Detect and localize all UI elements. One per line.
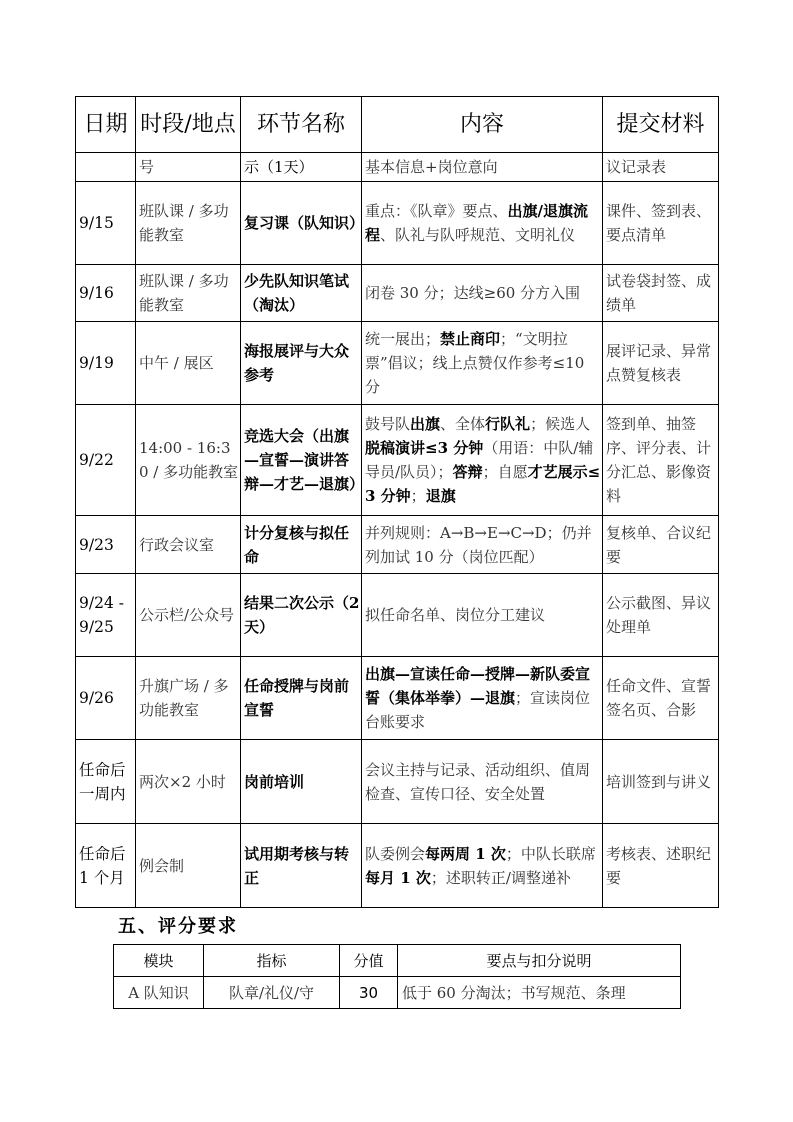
- table-row: [76, 824, 719, 908]
- table-row: [76, 516, 719, 574]
- cell-name: 复习课（队知识）: [241, 182, 362, 265]
- content-bold-segment: 出旗/退旗流程: [365, 202, 588, 244]
- cell-content: [362, 657, 603, 740]
- cell-materials: 试卷袋封签、成绩单: [603, 265, 719, 322]
- cell-date: [76, 153, 136, 182]
- cell-place: 14:00 - 16:30 / 多功能教室: [136, 405, 241, 516]
- cell-materials: 签到单、抽签序、评分表、计分汇总、影像资料: [603, 405, 719, 516]
- content-segment: ；述职转正/调整递补: [430, 868, 571, 887]
- cell-date: 9/22: [76, 405, 136, 516]
- header-module: 模块: [114, 945, 204, 977]
- content-bold-segment: 答辩: [452, 463, 483, 481]
- cell-materials: 任命文件、宣誓签名页、合影: [603, 657, 719, 740]
- content-bold-segment: 出旗: [410, 415, 441, 433]
- content-segment: ；中队长联席: [505, 844, 596, 863]
- content-segment: 闭卷 30 分；达线≥60 分方入围: [365, 284, 581, 302]
- content-bold-segment: 行队礼: [485, 415, 531, 433]
- cell-place: 班队课 / 多功能教室: [136, 182, 241, 265]
- cell-date: 9/15: [76, 182, 136, 265]
- content-segment: （用语：中队/辅导员/队员）；: [365, 439, 594, 481]
- cell-notes: 低于 60 分淘汰；书写规范、条理: [398, 977, 681, 1009]
- header-content: 内容: [362, 97, 603, 153]
- cell-place: 公示栏/公众号: [136, 574, 241, 657]
- cell-content: [362, 740, 603, 824]
- content-segment: ；候选人: [530, 415, 591, 433]
- cell-content: [362, 322, 603, 405]
- table-row: [76, 182, 719, 265]
- cell-place: 中午 / 展区: [136, 322, 241, 405]
- cell-name: 任命授牌与岗前宣誓: [241, 657, 362, 740]
- cell-materials: 课件、签到表、要点清单: [603, 182, 719, 265]
- header-place: 时段/地点: [136, 97, 241, 153]
- section-title: 五、评分要求: [118, 916, 238, 937]
- cell-name: 海报展评与大众参考: [241, 322, 362, 405]
- cell-points: 30: [340, 977, 398, 1009]
- cell-place: 升旗广场 / 多功能教室: [136, 657, 241, 740]
- content-segment: ；宣读岗位台账要求: [365, 689, 591, 731]
- cell-date: 9/19: [76, 322, 136, 405]
- scoring-header-row: [114, 945, 681, 977]
- cell-place: 号: [136, 153, 241, 182]
- content-segment: ；“文明拉票”倡议；线上点赞仅作参考≤10 分: [365, 330, 585, 396]
- content-segment: 统一展出；: [365, 330, 441, 348]
- cell-content: [362, 574, 603, 657]
- table-row: [76, 574, 719, 657]
- cell-place: 例会制: [136, 824, 241, 908]
- content-bold-segment: 出旗—宣读任命—授牌—新队委宣誓（集体举拳）—退旗: [365, 665, 591, 707]
- cell-place: 班队课 / 多功能教室: [136, 265, 241, 322]
- cell-materials: 复核单、合议纪要: [603, 516, 719, 574]
- content-segment: 、全体: [440, 415, 486, 433]
- cell-name: 竞选大会（出旗—宣誓—演讲答辩—才艺—退旗）: [241, 405, 362, 516]
- header-points: 分值: [340, 945, 398, 977]
- content-bold-segment: 才艺展示≤3 分钟: [365, 463, 601, 505]
- table-row: [76, 265, 719, 322]
- cell-date: 任命后一周内: [76, 740, 136, 824]
- cell-name: 岗前培训: [241, 740, 362, 824]
- cell-materials: 展评记录、异常点赞复核表: [603, 322, 719, 405]
- cell-content: [362, 516, 603, 574]
- cell-place: 两次×2 小时: [136, 740, 241, 824]
- content-segment: ；自愿: [482, 463, 528, 481]
- cell-name: 结果二次公示（2 天）: [241, 574, 362, 657]
- cell-date: 任命后 1 个月: [76, 824, 136, 908]
- content-bold-segment: 脱稿演讲≤3 分钟: [365, 439, 484, 457]
- header-date: 日期: [76, 97, 136, 153]
- cell-materials: 考核表、述职纪要: [603, 824, 719, 908]
- cell-content: [362, 265, 603, 322]
- scoring-table: [113, 944, 681, 1009]
- table-row: [76, 740, 719, 824]
- content-bold-segment: 每两周 1 次: [425, 844, 506, 863]
- cell-content: [362, 153, 603, 182]
- header-notes: 要点与扣分说明: [398, 945, 681, 977]
- table-row: [76, 657, 719, 740]
- table-row: [76, 405, 719, 516]
- cell-date: 9/26: [76, 657, 136, 740]
- content-segment: 拟任命名单、岗位分工建议: [365, 606, 546, 624]
- header-name: 环节名称: [241, 97, 362, 153]
- cell-materials: 公示截图、异议处理单: [603, 574, 719, 657]
- cell-materials: 培训签到与讲义: [603, 740, 719, 824]
- cell-name: 计分复核与拟任命: [241, 516, 362, 574]
- cell-content: [362, 824, 603, 908]
- cell-materials: 议记录表: [603, 153, 719, 182]
- cell-name: 试用期考核与转正: [241, 824, 362, 908]
- header-materials: 提交材料: [603, 97, 719, 153]
- content-segment: ；: [410, 487, 426, 505]
- table-row: [76, 322, 719, 405]
- content-segment: 鼓号队: [365, 415, 411, 433]
- content-segment: 基本信息+岗位意向: [365, 158, 498, 176]
- content-bold-segment: 禁止商印: [440, 330, 501, 348]
- table-row: [114, 977, 681, 1009]
- table-row: [76, 153, 719, 182]
- content-segment: 重点：《队章》要点、: [365, 202, 508, 220]
- content-segment: 、队礼与队呼规范、文明礼仪: [380, 226, 576, 244]
- cell-indicator: 队章/礼仪/守: [204, 977, 340, 1009]
- cell-place: 行政会议室: [136, 516, 241, 574]
- content-segment: 并列规则：A→B→E→C→D；仍并列加试 10 分（岗位匹配）: [365, 523, 592, 566]
- cell-date: 9/24 - 9/25: [76, 574, 136, 657]
- schedule-header-row: [76, 97, 719, 153]
- content-bold-segment: 退旗: [425, 487, 456, 505]
- header-indicator: 指标: [204, 945, 340, 977]
- content-segment: 队委例会: [365, 844, 426, 863]
- schedule-table: [75, 96, 719, 908]
- cell-module: A 队知识: [114, 977, 204, 1009]
- cell-date: 9/23: [76, 516, 136, 574]
- cell-content: [362, 405, 603, 516]
- cell-name: 少先队知识笔试（淘汰）: [241, 265, 362, 322]
- cell-name: 示（1天）: [241, 153, 362, 182]
- content-segment: 会议主持与记录、活动组织、值周检查、宣传口径、安全处置: [365, 760, 591, 803]
- cell-content: [362, 182, 603, 265]
- content-bold-segment: 每月 1 次: [365, 868, 431, 887]
- cell-date: 9/16: [76, 265, 136, 322]
